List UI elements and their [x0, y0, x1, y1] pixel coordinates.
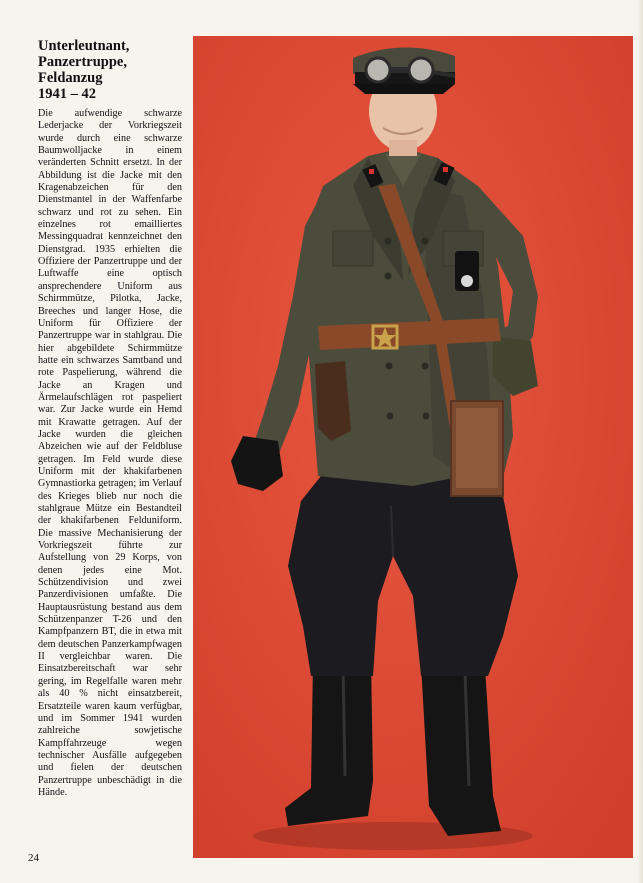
text-column: [38, 38, 182, 799]
caption-title: [38, 38, 182, 102]
page-number: 24: [28, 852, 39, 864]
title-line: Feldanzug: [38, 70, 103, 86]
title-line: Panzertruppe,: [38, 54, 127, 70]
title-line: 1941 – 42: [38, 86, 96, 102]
uniform-photo: [193, 36, 633, 858]
title-line: Unterleutnant,: [38, 38, 130, 54]
page-edge: [637, 0, 643, 883]
soldier-illustration: [193, 36, 633, 858]
caption-body: Die aufwendige schwarze Lederjacke der Vorkriegszeit wurde durch eine schwarze Baumwolljacke in einem veränderten Schnitt ersetzt. In der Abbildung ist die Jacke mit den Kragenabzeichen für den Dienstmantel in der Waffenfarbe schwarz und rot zu sehen. Ein einzelnes rot emailliertes Messingquadrat kennzeichnet den Dienstgrad. 1935 erhielten die Offiziere der Panzertruppe und der Luftwaffe eine optisch ansprechendere Uniform aus Schirmmütze, Pilotka, Jacke, Breeches und langer Hose, die Uniform für Offiziere der Panzertruppe war in stahlgrau. Die hier abgebildete Schirmmütze hatte ein schwarzes Samtband und rote Paspelierung, während die Jacke an Kragen und Ärmelaufschlägen rot paspeliert war. Zur Jacke wurde ein Hemd mit Krawatte getragen. Auf der Jacke wurden die gleichen Abzeichen wie auf der Feldbluse getragen. Im Feld wurde diese Uniform mit der khakifarbenen Gymnastiorka getragen; im Verlauf des Krieges blieb nur noch die stahlgraue Mütze ein Bestandteil der khakifarbenen Felduniform. Die massive Mechanisierung der Vorkriegszeit führte zur Aufstellung von 29 Korps, von denen jedes eine Mot. Schützendivision und zwei Panzerdivisionen umfaßte. Die Hauptausrüstung bestand aus dem Schützenpanzer T-26 und den Kampfpanzern BT, die in etwa mit dem deutschen Panzerkampfwagen II vergleichbar waren. Die Einsatzbereitschaft war sehr gering, im Regelfalle waren mehr als 40 % nicht einsatzbereit, Ersatzteile waren kaum verfügbar, und im Sommer 1941 wurden zahlreiche sowjetische Kampffahrzeuge wegen technischer Ausfälle aufgegeben und fielen der deutschen Panzertruppe unbeschädigt in die Hände.: [38, 108, 182, 798]
